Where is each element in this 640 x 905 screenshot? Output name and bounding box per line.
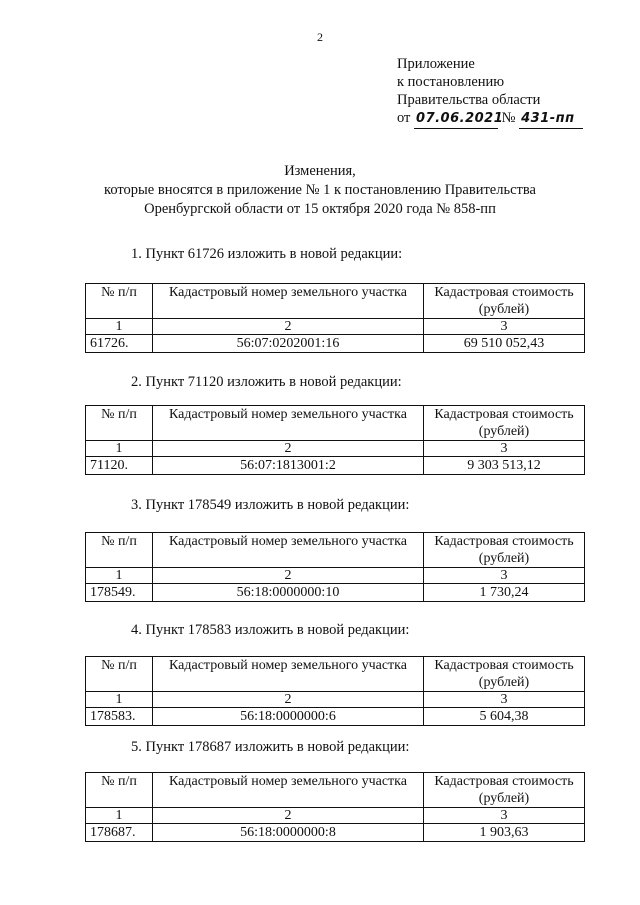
col-number-3: 3	[424, 808, 585, 824]
section-heading-2: 2. Пункт 71120 изложить в новой редакции:	[131, 374, 402, 390]
row-cadastral: 56:18:0000000:8	[153, 824, 424, 842]
header-cost-line-2: (рублей)	[478, 302, 530, 317]
handwritten-number: 431-пп	[519, 110, 583, 129]
appendix-line-2: к постановлению	[397, 74, 505, 90]
table-header-row	[86, 773, 585, 808]
row-num: 178583.	[86, 708, 153, 726]
appendix-line-3: Правительства области	[397, 92, 541, 108]
header-col-num: № п/п	[86, 773, 153, 808]
header-cost-line-1: Кадастровая стоимость	[434, 658, 574, 673]
col-number-1: 1	[86, 568, 153, 584]
col-number-1: 1	[86, 692, 153, 708]
row-cost: 1 903,63	[424, 824, 585, 842]
header-col-num: № п/п	[86, 406, 153, 441]
row-cadastral: 56:18:0000000:6	[153, 708, 424, 726]
table-header-row	[86, 406, 585, 441]
header-cost-line-2: (рублей)	[478, 675, 530, 690]
table-row	[86, 584, 585, 602]
appendix-line-1: Приложение	[397, 56, 475, 72]
row-cadastral: 56:18:0000000:10	[153, 584, 424, 602]
table-section-4	[85, 656, 585, 726]
header-col-cost	[424, 533, 585, 568]
col-number-3: 3	[424, 692, 585, 708]
table-column-number-row	[86, 692, 585, 708]
header-col-cadastral: Кадастровый номер земельного участка	[153, 657, 424, 692]
header-col-num: № п/п	[86, 284, 153, 319]
header-col-cadastral: Кадастровый номер земельного участка	[153, 533, 424, 568]
title-line-3: Оренбургской области от 15 октября 2020 года № 858-пп	[144, 201, 496, 217]
table-section-2	[85, 405, 585, 475]
header-cost-line-1: Кадастровая стоимость	[434, 407, 574, 422]
row-cost: 5 604,38	[424, 708, 585, 726]
table-header-row	[86, 284, 585, 319]
col-number-3: 3	[424, 319, 585, 335]
table-section-1	[85, 283, 585, 353]
col-number-2: 2	[153, 568, 424, 584]
document-title	[0, 162, 640, 219]
table-row	[86, 335, 585, 353]
col-number-3: 3	[424, 441, 585, 457]
table-column-number-row	[86, 441, 585, 457]
table-header-row	[86, 657, 585, 692]
table-row	[86, 457, 585, 475]
col-number-1: 1	[86, 319, 153, 335]
header-col-cost	[424, 284, 585, 319]
row-cost: 69 510 052,43	[424, 335, 585, 353]
table-header-row	[86, 533, 585, 568]
title-line-2: которые вносятся в приложение № 1 к постановлению Правительства	[104, 182, 536, 198]
header-cost-line-2: (рублей)	[478, 791, 530, 806]
table-column-number-row	[86, 808, 585, 824]
row-cost: 9 303 513,12	[424, 457, 585, 475]
header-col-cost	[424, 773, 585, 808]
row-num: 178687.	[86, 824, 153, 842]
table-section-5	[85, 772, 585, 842]
page-number: 2	[317, 30, 323, 44]
table-column-number-row	[86, 319, 585, 335]
header-col-cadastral: Кадастровый номер земельного участка	[153, 773, 424, 808]
title-line-1: Изменения,	[284, 163, 356, 179]
col-number-2: 2	[153, 692, 424, 708]
appendix-block	[397, 55, 583, 129]
row-cost: 1 730,24	[424, 584, 585, 602]
from-label: от	[397, 110, 411, 126]
section-heading-1: 1. Пункт 61726 изложить в новой редакции:	[131, 246, 403, 262]
number-label: №	[501, 110, 516, 126]
header-col-cost	[424, 406, 585, 441]
header-cost-line-1: Кадастровая стоимость	[434, 285, 574, 300]
row-cadastral: 56:07:0202001:16	[153, 335, 424, 353]
table-column-number-row	[86, 568, 585, 584]
row-num: 71120.	[86, 457, 153, 475]
appendix-reference-line	[397, 109, 583, 129]
header-col-num: № п/п	[86, 533, 153, 568]
section-heading-4: 4. Пункт 178583 изложить в новой редакции:	[131, 622, 410, 638]
row-num: 61726.	[86, 335, 153, 353]
section-heading-3: 3. Пункт 178549 изложить в новой редакции:	[131, 497, 410, 513]
header-cost-line-1: Кадастровая стоимость	[434, 774, 574, 789]
col-number-2: 2	[153, 441, 424, 457]
col-number-2: 2	[153, 808, 424, 824]
table-row	[86, 708, 585, 726]
section-heading-5: 5. Пункт 178687 изложить в новой редакции:	[131, 739, 410, 755]
col-number-3: 3	[424, 568, 585, 584]
header-cost-line-2: (рублей)	[478, 424, 530, 439]
header-cost-line-1: Кадастровая стоимость	[434, 534, 574, 549]
col-number-1: 1	[86, 441, 153, 457]
header-col-num: № п/п	[86, 657, 153, 692]
col-number-1: 1	[86, 808, 153, 824]
table-section-3	[85, 532, 585, 602]
table-row	[86, 824, 585, 842]
header-col-cadastral: Кадастровый номер земельного участка	[153, 406, 424, 441]
row-num: 178549.	[86, 584, 153, 602]
col-number-2: 2	[153, 319, 424, 335]
header-col-cost	[424, 657, 585, 692]
header-col-cadastral: Кадастровый номер земельного участка	[153, 284, 424, 319]
row-cadastral: 56:07:1813001:2	[153, 457, 424, 475]
handwritten-date: 07.06.2021	[414, 110, 498, 129]
header-cost-line-2: (рублей)	[478, 551, 530, 566]
